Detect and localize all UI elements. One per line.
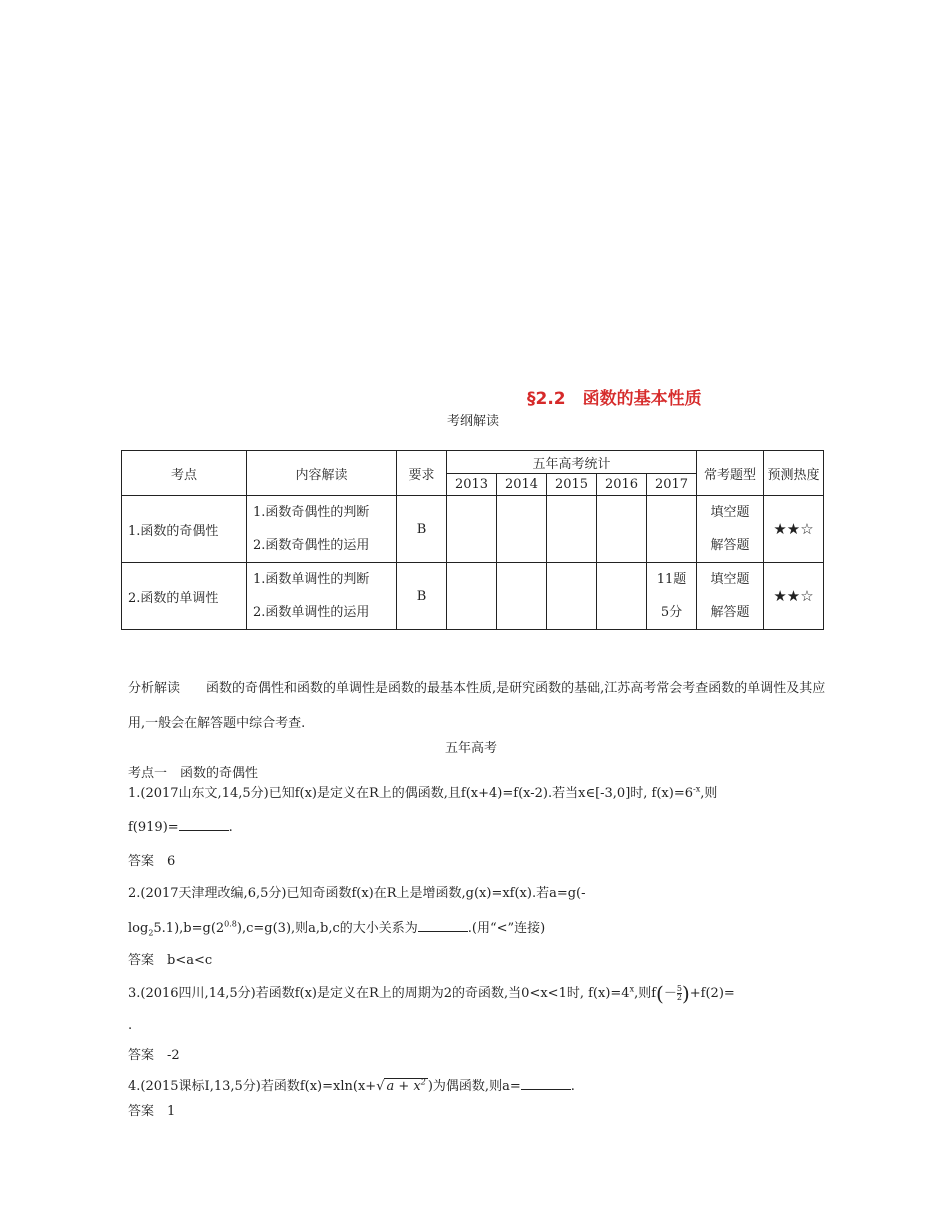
answer-2 [128, 949, 212, 968]
answer-blank [418, 919, 468, 932]
q2-log: log [128, 921, 149, 936]
syllabus-table [121, 450, 824, 630]
q4-text: 4.(2015课标Ⅰ,13,5分)若函数f(x)=xln(x+ [128, 1079, 377, 1094]
right-paren: ) [681, 981, 690, 1006]
answer-blank [521, 1077, 571, 1090]
header-year: 2014 [497, 474, 547, 496]
content-line: 1.函数单调性的判断 [253, 572, 370, 587]
q3-text-b: ,则f [634, 986, 657, 1001]
q3-minus: － [663, 986, 677, 1001]
type-line: 填空题 [710, 505, 750, 520]
question-2-line-1: 2.(2017天津理改编,6,5分)已知奇函数f(x)在R上是增函数,g(x)=xf(x).若a=g(- [128, 886, 586, 901]
q2-text-c: ),c=g(3),则a,b,c的大小关系为 [236, 921, 418, 936]
header-year: 2017 [647, 474, 697, 496]
year-cell [597, 563, 647, 630]
fraction-numerator: 5 [676, 984, 682, 993]
analysis-text: 函数的奇偶性和函数的单调性是函数的最基本性质,是研究函数的基础,江苏高考常会考查函数的单调性及其应用,一般会在解答题中综合考查. [128, 681, 826, 731]
q1-text: 1.(2017山东文,14,5分)已知f(x)是定义在R上的偶函数,且f(x+4)=f(x-2).若当x∈[-3,0]时, f(x)=6 [128, 786, 693, 801]
answer-label: 答案 [128, 854, 155, 869]
answer-value: 6 [167, 854, 176, 869]
answer-value: 1 [167, 1104, 176, 1119]
content-line: 2.函数奇偶性的运用 [253, 538, 370, 553]
header-yaoqiu: 要求 [397, 451, 447, 496]
header-year: 2016 [597, 474, 647, 496]
year-cell [547, 496, 597, 563]
types-cell [697, 563, 764, 630]
type-line: 解答题 [710, 605, 750, 620]
answer-3 [128, 1044, 180, 1063]
answer-1 [128, 850, 175, 869]
req-cell: B [397, 496, 447, 563]
table-row [122, 563, 824, 630]
question-3-line-2: . [128, 1018, 133, 1033]
answer-blank [179, 818, 229, 831]
table-row [122, 496, 824, 563]
year-cell [447, 496, 497, 563]
q2-text-b: 5.1),b=g(2 [153, 921, 225, 936]
year-cell: 11题 5分 [647, 563, 697, 630]
sqrt-body [384, 1078, 427, 1094]
analysis-label: 分析解读 [128, 681, 181, 696]
q1-exponent: -x [693, 784, 701, 794]
sqrt-x: x [413, 1079, 421, 1094]
sqrt-exponent: 2 [420, 1077, 426, 1087]
left-paren: ( [656, 981, 664, 1006]
q4-text-b: )为偶函数,则a= [427, 1079, 521, 1094]
content-cell [247, 496, 397, 563]
sqrt-plus: + [394, 1079, 414, 1094]
content-line: 2.函数单调性的运用 [253, 605, 370, 620]
question-2-line-2 [128, 917, 545, 938]
types-cell [697, 496, 764, 563]
header-kaodian: 考点 [122, 451, 247, 496]
year-cell [497, 563, 547, 630]
q4-text-end: . [570, 1079, 575, 1094]
answer-value: -2 [167, 1048, 180, 1063]
heat-rating: ★★☆ [764, 563, 824, 630]
section-title: 五年高考 [445, 741, 498, 756]
q3-text-end: +f(2)= [689, 986, 735, 1001]
sqrt-a: a [386, 1079, 395, 1094]
question-1-line-1 [128, 782, 717, 801]
year-cell [497, 496, 547, 563]
q1-text-end: ,则 [700, 786, 718, 801]
analysis-paragraph [128, 671, 828, 741]
page-title: §2.2 函数的基本性质 [527, 389, 702, 409]
q1-line2: f(919)= [128, 820, 179, 835]
content-cell [247, 563, 397, 630]
content-line: 1.函数奇偶性的判断 [253, 505, 370, 520]
header-redu: 预测热度 [764, 451, 824, 496]
fraction-denominator: 2 [676, 993, 682, 1002]
q2-text-end: .(用“<”连接) [467, 921, 546, 936]
year-cell [647, 496, 697, 563]
q3-exponent: x [629, 984, 635, 994]
syllabus-heading: 考纲解读 [447, 414, 500, 429]
header-year: 2013 [447, 474, 497, 496]
q2-log-base: 2 [148, 928, 154, 938]
answer-label: 答案 [128, 1048, 155, 1063]
answer-label: 答案 [128, 1104, 155, 1119]
answer-label: 答案 [128, 953, 155, 968]
type-line: 填空题 [710, 572, 750, 587]
sqrt-icon: √ [376, 1079, 385, 1094]
q1-line2-end: . [228, 820, 233, 835]
answer-value: b<a<c [167, 953, 213, 968]
year-cell [547, 563, 597, 630]
q2-exponent: 0.8 [224, 919, 237, 929]
req-cell: B [397, 563, 447, 630]
header-tixing: 常考题型 [697, 451, 764, 496]
type-line: 解答题 [710, 538, 750, 553]
question-3-line-1 [128, 981, 735, 1006]
topic-cell: 1.函数的奇偶性 [122, 496, 247, 563]
question-4-line-1 [128, 1075, 575, 1094]
year-cell [447, 563, 497, 630]
year-cell [597, 496, 647, 563]
question-1-line-2 [128, 818, 233, 835]
q3-text: 3.(2016四川,14,5分)若函数f(x)是定义在R上的周期为2的奇函数,当0<x<1时, f(x)=4 [128, 986, 630, 1001]
topic-heading: 考点一 函数的奇偶性 [128, 766, 259, 781]
header-year: 2015 [547, 474, 597, 496]
header-neirong: 内容解读 [247, 451, 397, 496]
topic-cell: 2.函数的单调性 [122, 563, 247, 630]
answer-4 [128, 1100, 175, 1119]
header-tongji: 五年高考统计 [447, 451, 697, 474]
heat-rating: ★★☆ [764, 496, 824, 563]
